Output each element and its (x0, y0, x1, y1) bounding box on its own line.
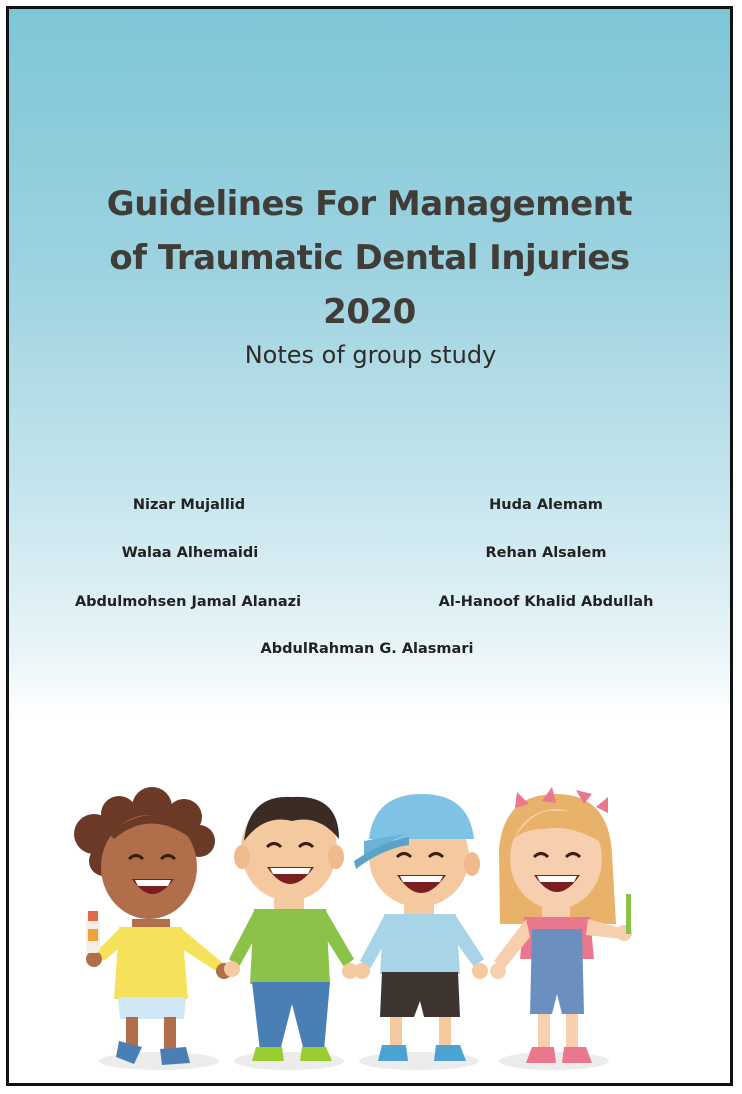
author-name: Nizar Mujallid (132, 497, 246, 513)
subtitle: Notes of group study (244, 341, 497, 369)
child-boy-green-shirt (224, 797, 358, 1061)
title-line-2: of Traumatic Dental Injuries (109, 238, 630, 278)
author-name: Rehan Alsalem (485, 545, 607, 561)
child-girl-curly-hair (74, 787, 232, 1065)
children-holding-hands-illustration (64, 779, 664, 1079)
title-line-1: Guidelines For Management (106, 184, 633, 224)
author-name: Huda Alemam (489, 497, 603, 513)
title-year: 2020 (323, 292, 416, 332)
author-name: Walaa Alhemaidi (121, 545, 259, 561)
title-block (9, 177, 730, 369)
author-name: Al-Hanoof Khalid Abdullah (438, 594, 654, 610)
author-name: AbdulRahman G. Alasmari (260, 641, 474, 657)
child-boy-cap (354, 794, 488, 1061)
child-girl-blonde (490, 787, 632, 1063)
cover-page (6, 6, 733, 1086)
author-name: Abdulmohsen Jamal Alanazi (74, 594, 302, 610)
